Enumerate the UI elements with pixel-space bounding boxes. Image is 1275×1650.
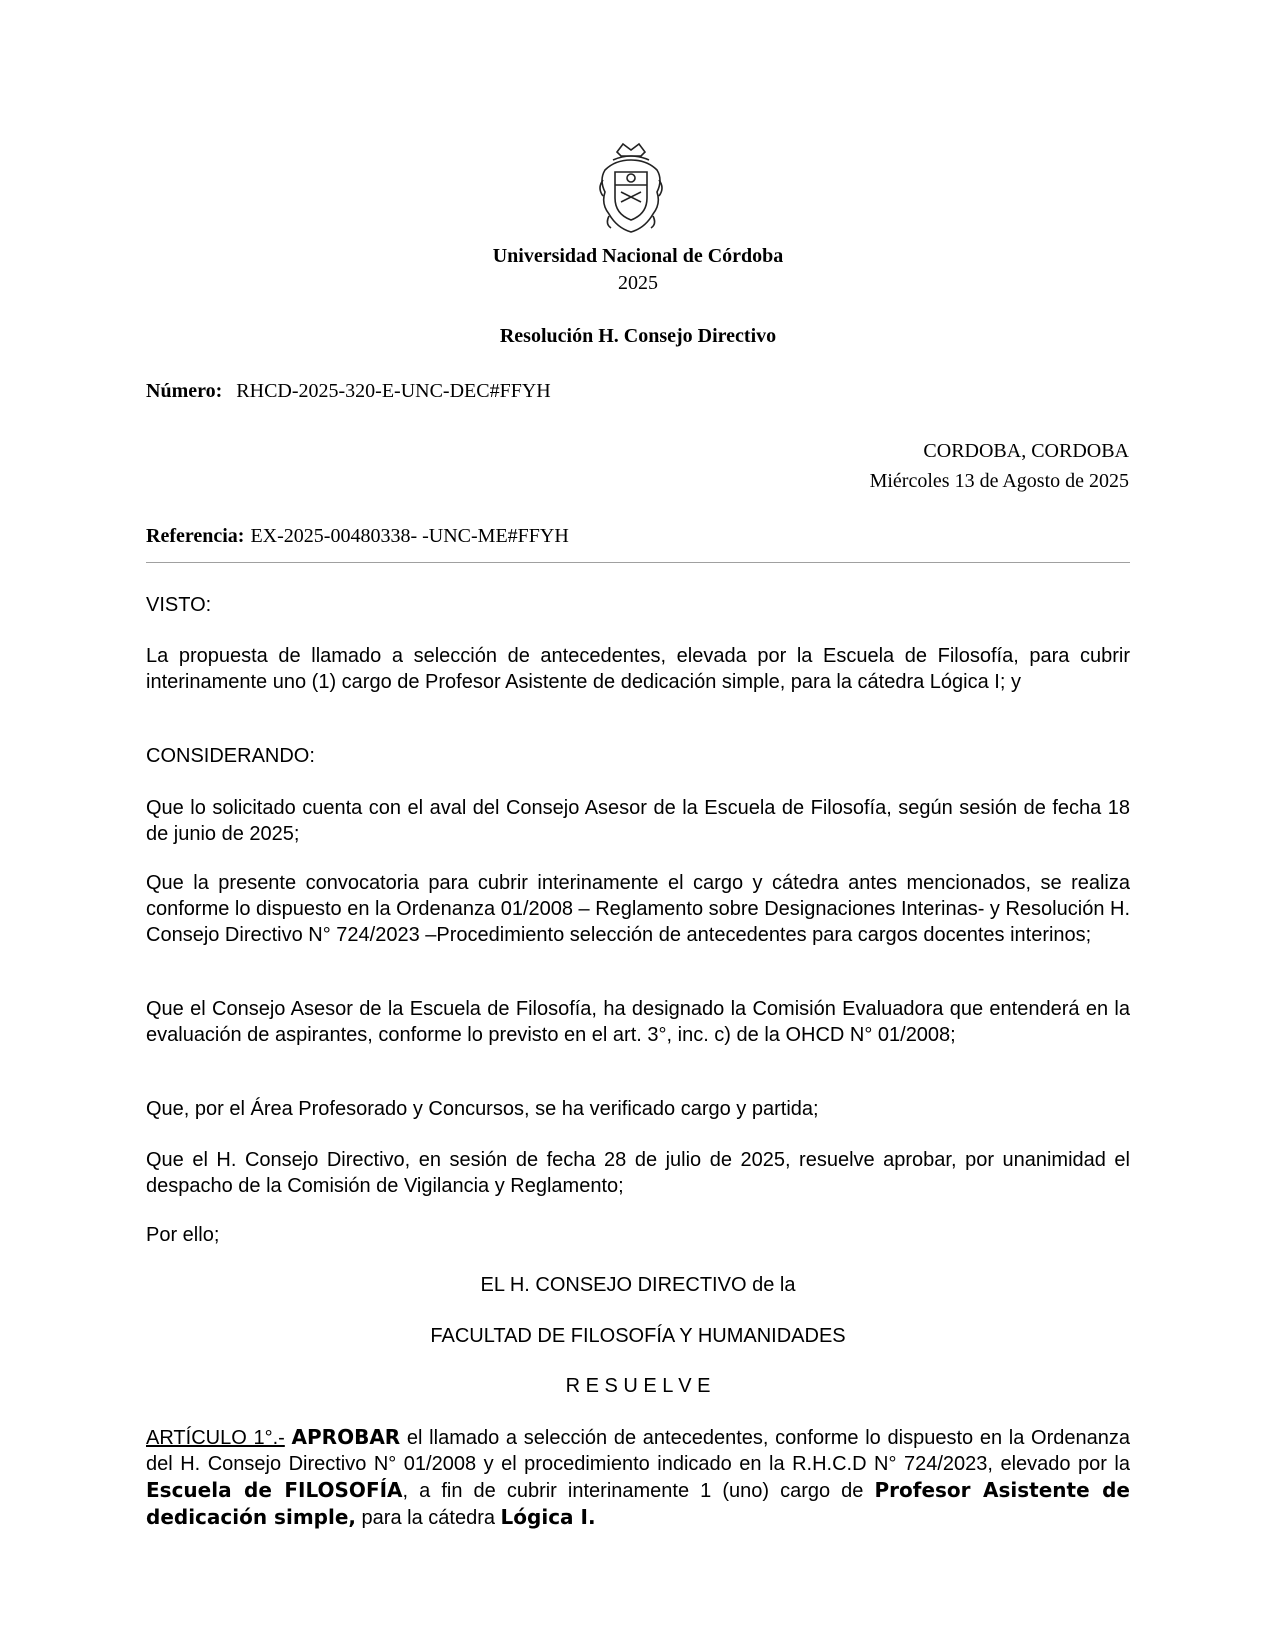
date: Miércoles 13 de Agosto de 2025 <box>869 470 1129 492</box>
consejo-line: EL H. CONSEJO DIRECTIVO de la <box>480 1274 796 1296</box>
header-divider <box>146 562 1130 563</box>
referencia-label: Referencia: <box>146 525 245 547</box>
numero-label: Número: <box>146 380 223 402</box>
considerando-paragraph-3: Que el Consejo Asesor de la Escuela de Filosofía, ha designado la Comisión Evaluadora que entenderá en la evaluación de aspirantes, conforme lo previsto en el art. 3°, inc. c) de la OHCD N° 01/2008; <box>146 998 1130 1046</box>
articulo-1-escuela: Escuela de FILOSOFÍA <box>146 1478 403 1502</box>
articulo-1 <box>146 1424 1130 1531</box>
resuelve-heading: R E S U E L V E <box>565 1375 711 1397</box>
articulo-1-text-c: para la cátedra <box>356 1507 501 1529</box>
articulo-1-text-b: , a fin de cubrir interinamente 1 (uno) cargo de <box>402 1480 875 1502</box>
place-date-block <box>870 436 1129 496</box>
articulo-1-catedra: Lógica I. <box>500 1505 596 1529</box>
university-name: Universidad Nacional de Córdoba <box>492 245 784 267</box>
considerando-paragraph-2: Que la presente convocatoria para cubrir interinamente el cargo y cátedra antes mencionados, se realiza conforme lo dispuesto en la Ordenanza 01/2008 – Reglamento sobre Designaciones Interinas- y Resolución H. Consejo Directivo N° 724/2023 –Procedimiento selección de antecedentes para cargos docentes interinos; <box>146 872 1130 946</box>
facultad-line: FACULTAD DE FILOSOFÍA Y HUMANIDADES <box>430 1325 846 1347</box>
city: CORDOBA, CORDOBA <box>923 440 1129 462</box>
year: 2025 <box>618 272 658 294</box>
visto-heading: VISTO: <box>146 594 212 616</box>
university-seal-logo <box>595 140 667 236</box>
articulo-1-verb: APROBAR <box>291 1425 401 1449</box>
visto-text: La propuesta de llamado a selección de antecedentes, elevada por la Escuela de Filosofía, para cubrir interinamente uno (1) cargo de Profesor Asistente de dedicación simple, para la cátedra Lógica I; y <box>146 645 1130 693</box>
considerando-paragraph-5: Que el H. Consejo Directivo, en sesión de fecha 28 de julio de 2025, resuelve aprobar, por unanimidad el despacho de la Comisión de Vigilancia y Reglamento; <box>146 1149 1130 1197</box>
referencia-line <box>146 524 569 548</box>
numero-value: RHCD-2025-320-E-UNC-DEC#FFYH <box>236 380 551 402</box>
articulo-1-text-a: el llamado a selección de antecedentes, conforme lo dispuesto en la Ordenanza del H. Consejo Directivo N° 01/2008 y el procedimiento indicado en la R.H.C.D N° 724/2023, elevado por la <box>146 1427 1131 1475</box>
articulo-1-label: ARTÍCULO 1°.- <box>146 1427 285 1449</box>
considerando-paragraph-1: Que lo solicitado cuenta con el aval del Consejo Asesor de la Escuela de Filosofía, según sesión de fecha 18 de junio de 2025; <box>146 797 1130 845</box>
por-ello: Por ello; <box>146 1224 220 1246</box>
considerando-heading: CONSIDERANDO: <box>146 745 315 767</box>
numero-line <box>146 379 551 403</box>
referencia-value: EX-2025-00480338- -UNC-ME#FFYH <box>250 525 569 547</box>
articulo-1-cargo: Profesor Asistente de dedicación simple, <box>146 1478 1130 1529</box>
considerando-paragraph-4: Que, por el Área Profesorado y Concursos, se ha verificado cargo y partida; <box>146 1098 819 1120</box>
resolution-title: Resolución H. Consejo Directivo <box>499 325 777 347</box>
